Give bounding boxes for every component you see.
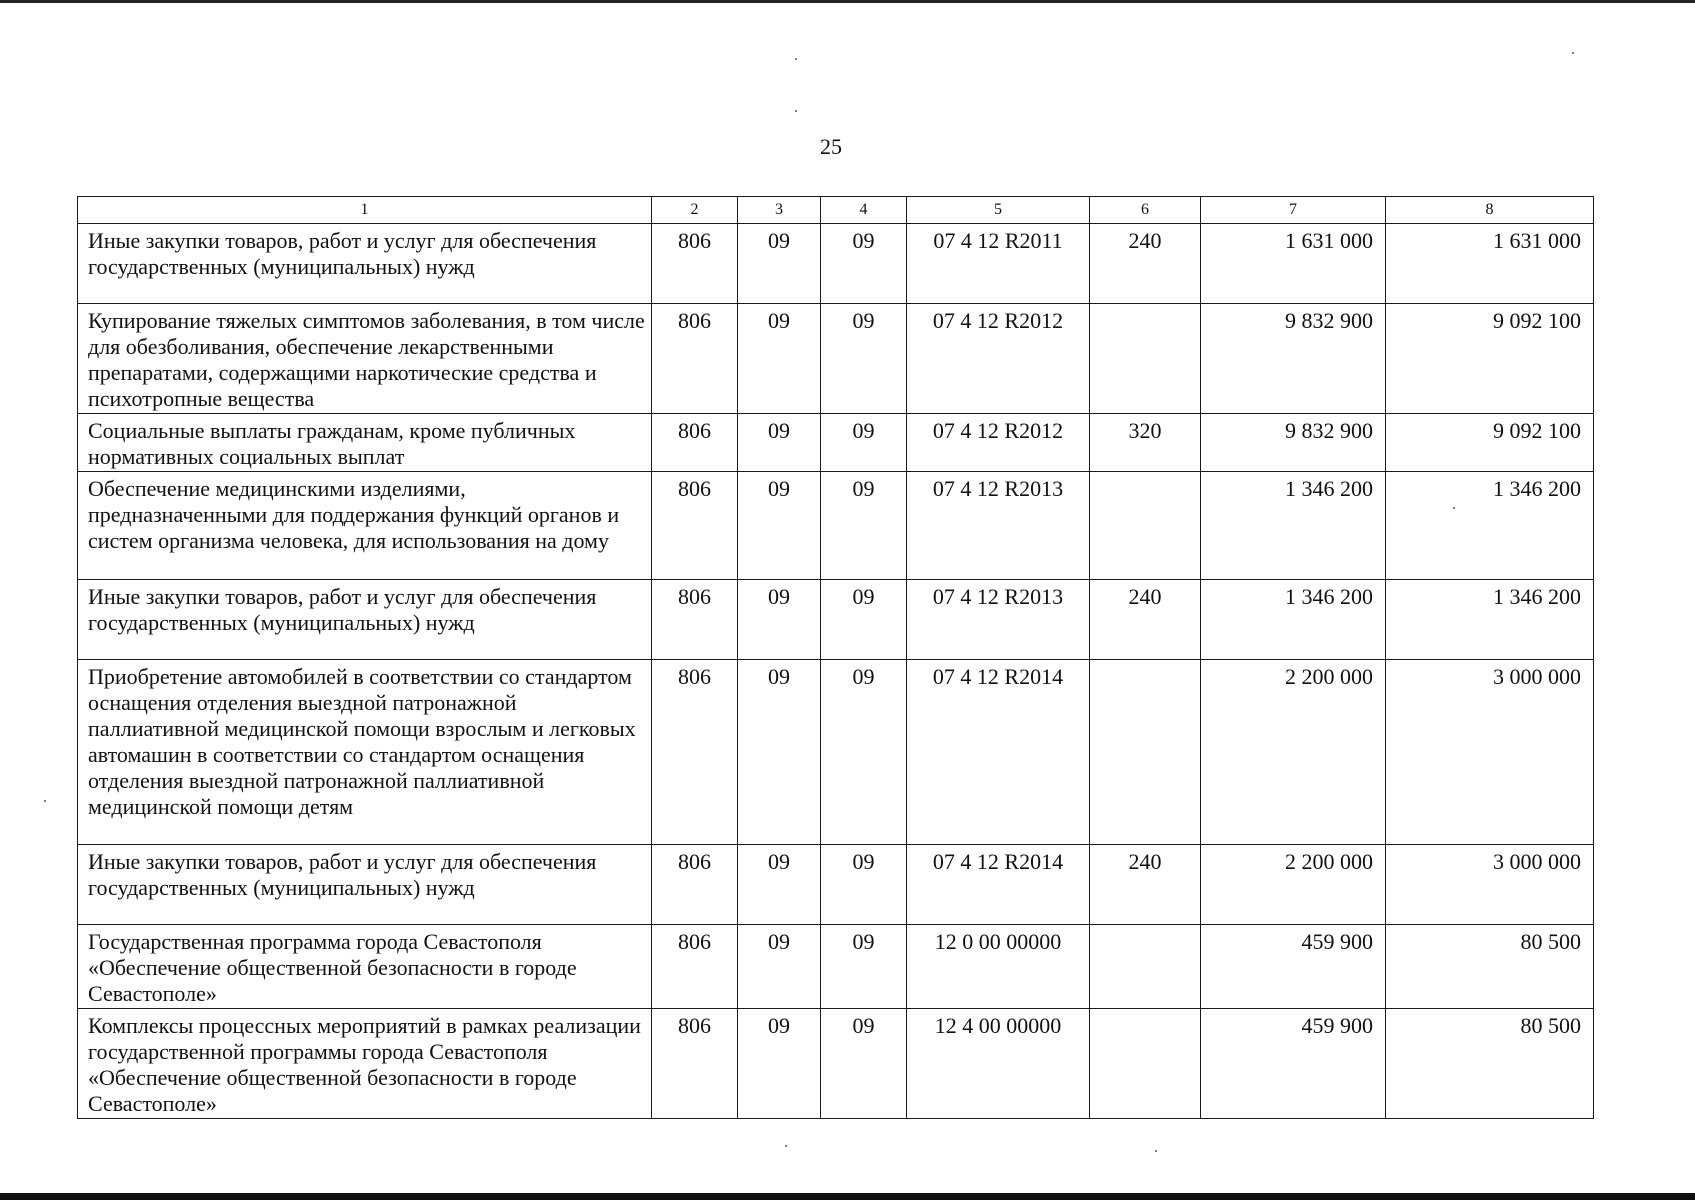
section-code-cell: 09 (738, 580, 821, 660)
subsection-code-cell: 09 (821, 414, 907, 472)
item-name-cell: Иные закупки товаров, работ и услуг для обеспечения государственных (муниципальных) нужд (78, 580, 652, 660)
column-header: 4 (821, 197, 907, 224)
scan-bottom-edge (0, 1193, 1695, 1200)
subsection-code-cell: 09 (821, 1009, 907, 1119)
amount-cell-col8: 80 500 (1386, 1009, 1594, 1119)
subsection-code-cell: 09 (821, 224, 907, 304)
section-code-cell: 09 (738, 660, 821, 845)
scan-speck (1155, 1150, 1157, 1152)
target-article-cell: 07 4 12 R2012 (907, 304, 1090, 414)
item-name-cell: Социальные выплаты гражданам, кроме публичных нормативных социальных выплат (78, 414, 652, 472)
section-code-cell: 09 (738, 304, 821, 414)
amount-cell-col8: 9 092 100 (1386, 414, 1594, 472)
budget-table (77, 196, 1594, 1119)
amount-cell-col7: 1 346 200 (1201, 580, 1386, 660)
subsection-code-cell: 09 (821, 580, 907, 660)
item-name-cell: Иные закупки товаров, работ и услуг для обеспечения государственных (муниципальных) нужд (78, 224, 652, 304)
table-row (78, 414, 1594, 472)
table-row (78, 580, 1594, 660)
section-code-cell: 09 (738, 472, 821, 580)
table-row (78, 304, 1594, 414)
item-name-cell: Иные закупки товаров, работ и услуг для обеспечения государственных (муниципальных) нужд (78, 845, 652, 925)
scan-speck (795, 58, 797, 60)
target-article-cell: 07 4 12 R2011 (907, 224, 1090, 304)
target-article-cell: 07 4 12 R2014 (907, 845, 1090, 925)
column-header: 1 (78, 197, 652, 224)
ministry-code-cell: 806 (652, 845, 738, 925)
ministry-code-cell: 806 (652, 660, 738, 845)
table-row (78, 660, 1594, 845)
item-name-cell: Купирование тяжелых симптомов заболевания, в том числе для обезболивания, обеспечение лекарственными препаратами, содержащими наркотические средства и психотропные вещества (78, 304, 652, 414)
scan-speck (785, 1145, 787, 1147)
ministry-code-cell: 806 (652, 224, 738, 304)
subsection-code-cell: 09 (821, 660, 907, 845)
expense-type-cell (1090, 1009, 1201, 1119)
expense-type-cell (1090, 472, 1201, 580)
amount-cell-col8: 9 092 100 (1386, 304, 1594, 414)
target-article-cell: 07 4 12 R2014 (907, 660, 1090, 845)
section-code-cell: 09 (738, 845, 821, 925)
target-article-cell: 07 4 12 R2012 (907, 414, 1090, 472)
item-name-cell: Приобретение автомобилей в соответствии со стандартом оснащения отделения выездной патронажной паллиативной медицинской помощи взрослым и легковых автомашин в соответствии со стандартом оснащения отделения выездной патронажной паллиативной медицинской помощи детям (78, 660, 652, 845)
column-header: 7 (1201, 197, 1386, 224)
ministry-code-cell: 806 (652, 304, 738, 414)
table-row (78, 472, 1594, 580)
column-header: 2 (652, 197, 738, 224)
expense-type-cell (1090, 925, 1201, 1009)
section-code-cell: 09 (738, 1009, 821, 1119)
subsection-code-cell: 09 (821, 925, 907, 1009)
amount-cell-col7: 2 200 000 (1201, 845, 1386, 925)
subsection-code-cell: 09 (821, 472, 907, 580)
expense-type-cell: 240 (1090, 224, 1201, 304)
column-header: 5 (907, 197, 1090, 224)
item-name-cell: Комплексы процессных мероприятий в рамках реализации государственной программы города Севастополя «Обеспечение общественной безопасности в городе Севастополе» (78, 1009, 652, 1119)
ministry-code-cell: 806 (652, 414, 738, 472)
table-row (78, 224, 1594, 304)
scan-speck (795, 110, 797, 112)
section-code-cell: 09 (738, 925, 821, 1009)
table-row (78, 925, 1594, 1009)
amount-cell-col7: 1 346 200 (1201, 472, 1386, 580)
target-article-cell: 12 4 00 00000 (907, 1009, 1090, 1119)
amount-cell-col8: 1 631 000 (1386, 224, 1594, 304)
amount-cell-col7: 9 832 900 (1201, 414, 1386, 472)
target-article-cell: 12 0 00 00000 (907, 925, 1090, 1009)
column-header: 8 (1386, 197, 1594, 224)
amount-cell-col7: 459 900 (1201, 1009, 1386, 1119)
expense-type-cell (1090, 660, 1201, 845)
amount-cell-col8: 3 000 000 (1386, 660, 1594, 845)
expense-type-cell: 320 (1090, 414, 1201, 472)
ministry-code-cell: 806 (652, 580, 738, 660)
table-row (78, 845, 1594, 925)
section-code-cell: 09 (738, 224, 821, 304)
item-name-cell: Государственная программа города Севастополя «Обеспечение общественной безопасности в городе Севастополе» (78, 925, 652, 1009)
target-article-cell: 07 4 12 R2013 (907, 580, 1090, 660)
scan-speck (44, 800, 46, 802)
expense-type-cell (1090, 304, 1201, 414)
subsection-code-cell: 09 (821, 845, 907, 925)
scan-speck (1572, 52, 1574, 54)
expense-type-cell: 240 (1090, 580, 1201, 660)
column-header: 6 (1090, 197, 1201, 224)
amount-cell-col8: 1 346 200 (1386, 580, 1594, 660)
ministry-code-cell: 806 (652, 925, 738, 1009)
item-name-cell: Обеспечение медицинскими изделиями, предназначенными для поддержания функций органов и систем организма человека, для использования на дому (78, 472, 652, 580)
scan-speck (1453, 507, 1455, 509)
ministry-code-cell: 806 (652, 472, 738, 580)
column-number-row (78, 197, 1594, 224)
subsection-code-cell: 09 (821, 304, 907, 414)
amount-cell-col7: 9 832 900 (1201, 304, 1386, 414)
page-number: 25 (820, 134, 842, 159)
amount-cell-col7: 2 200 000 (1201, 660, 1386, 845)
ministry-code-cell: 806 (652, 1009, 738, 1119)
amount-cell-col8: 1 346 200 (1386, 472, 1594, 580)
amount-cell-col7: 459 900 (1201, 925, 1386, 1009)
scan-top-edge (0, 0, 1695, 3)
amount-cell-col7: 1 631 000 (1201, 224, 1386, 304)
amount-cell-col8: 80 500 (1386, 925, 1594, 1009)
expense-type-cell: 240 (1090, 845, 1201, 925)
section-code-cell: 09 (738, 414, 821, 472)
amount-cell-col8: 3 000 000 (1386, 845, 1594, 925)
target-article-cell: 07 4 12 R2013 (907, 472, 1090, 580)
table-row (78, 1009, 1594, 1119)
column-header: 3 (738, 197, 821, 224)
